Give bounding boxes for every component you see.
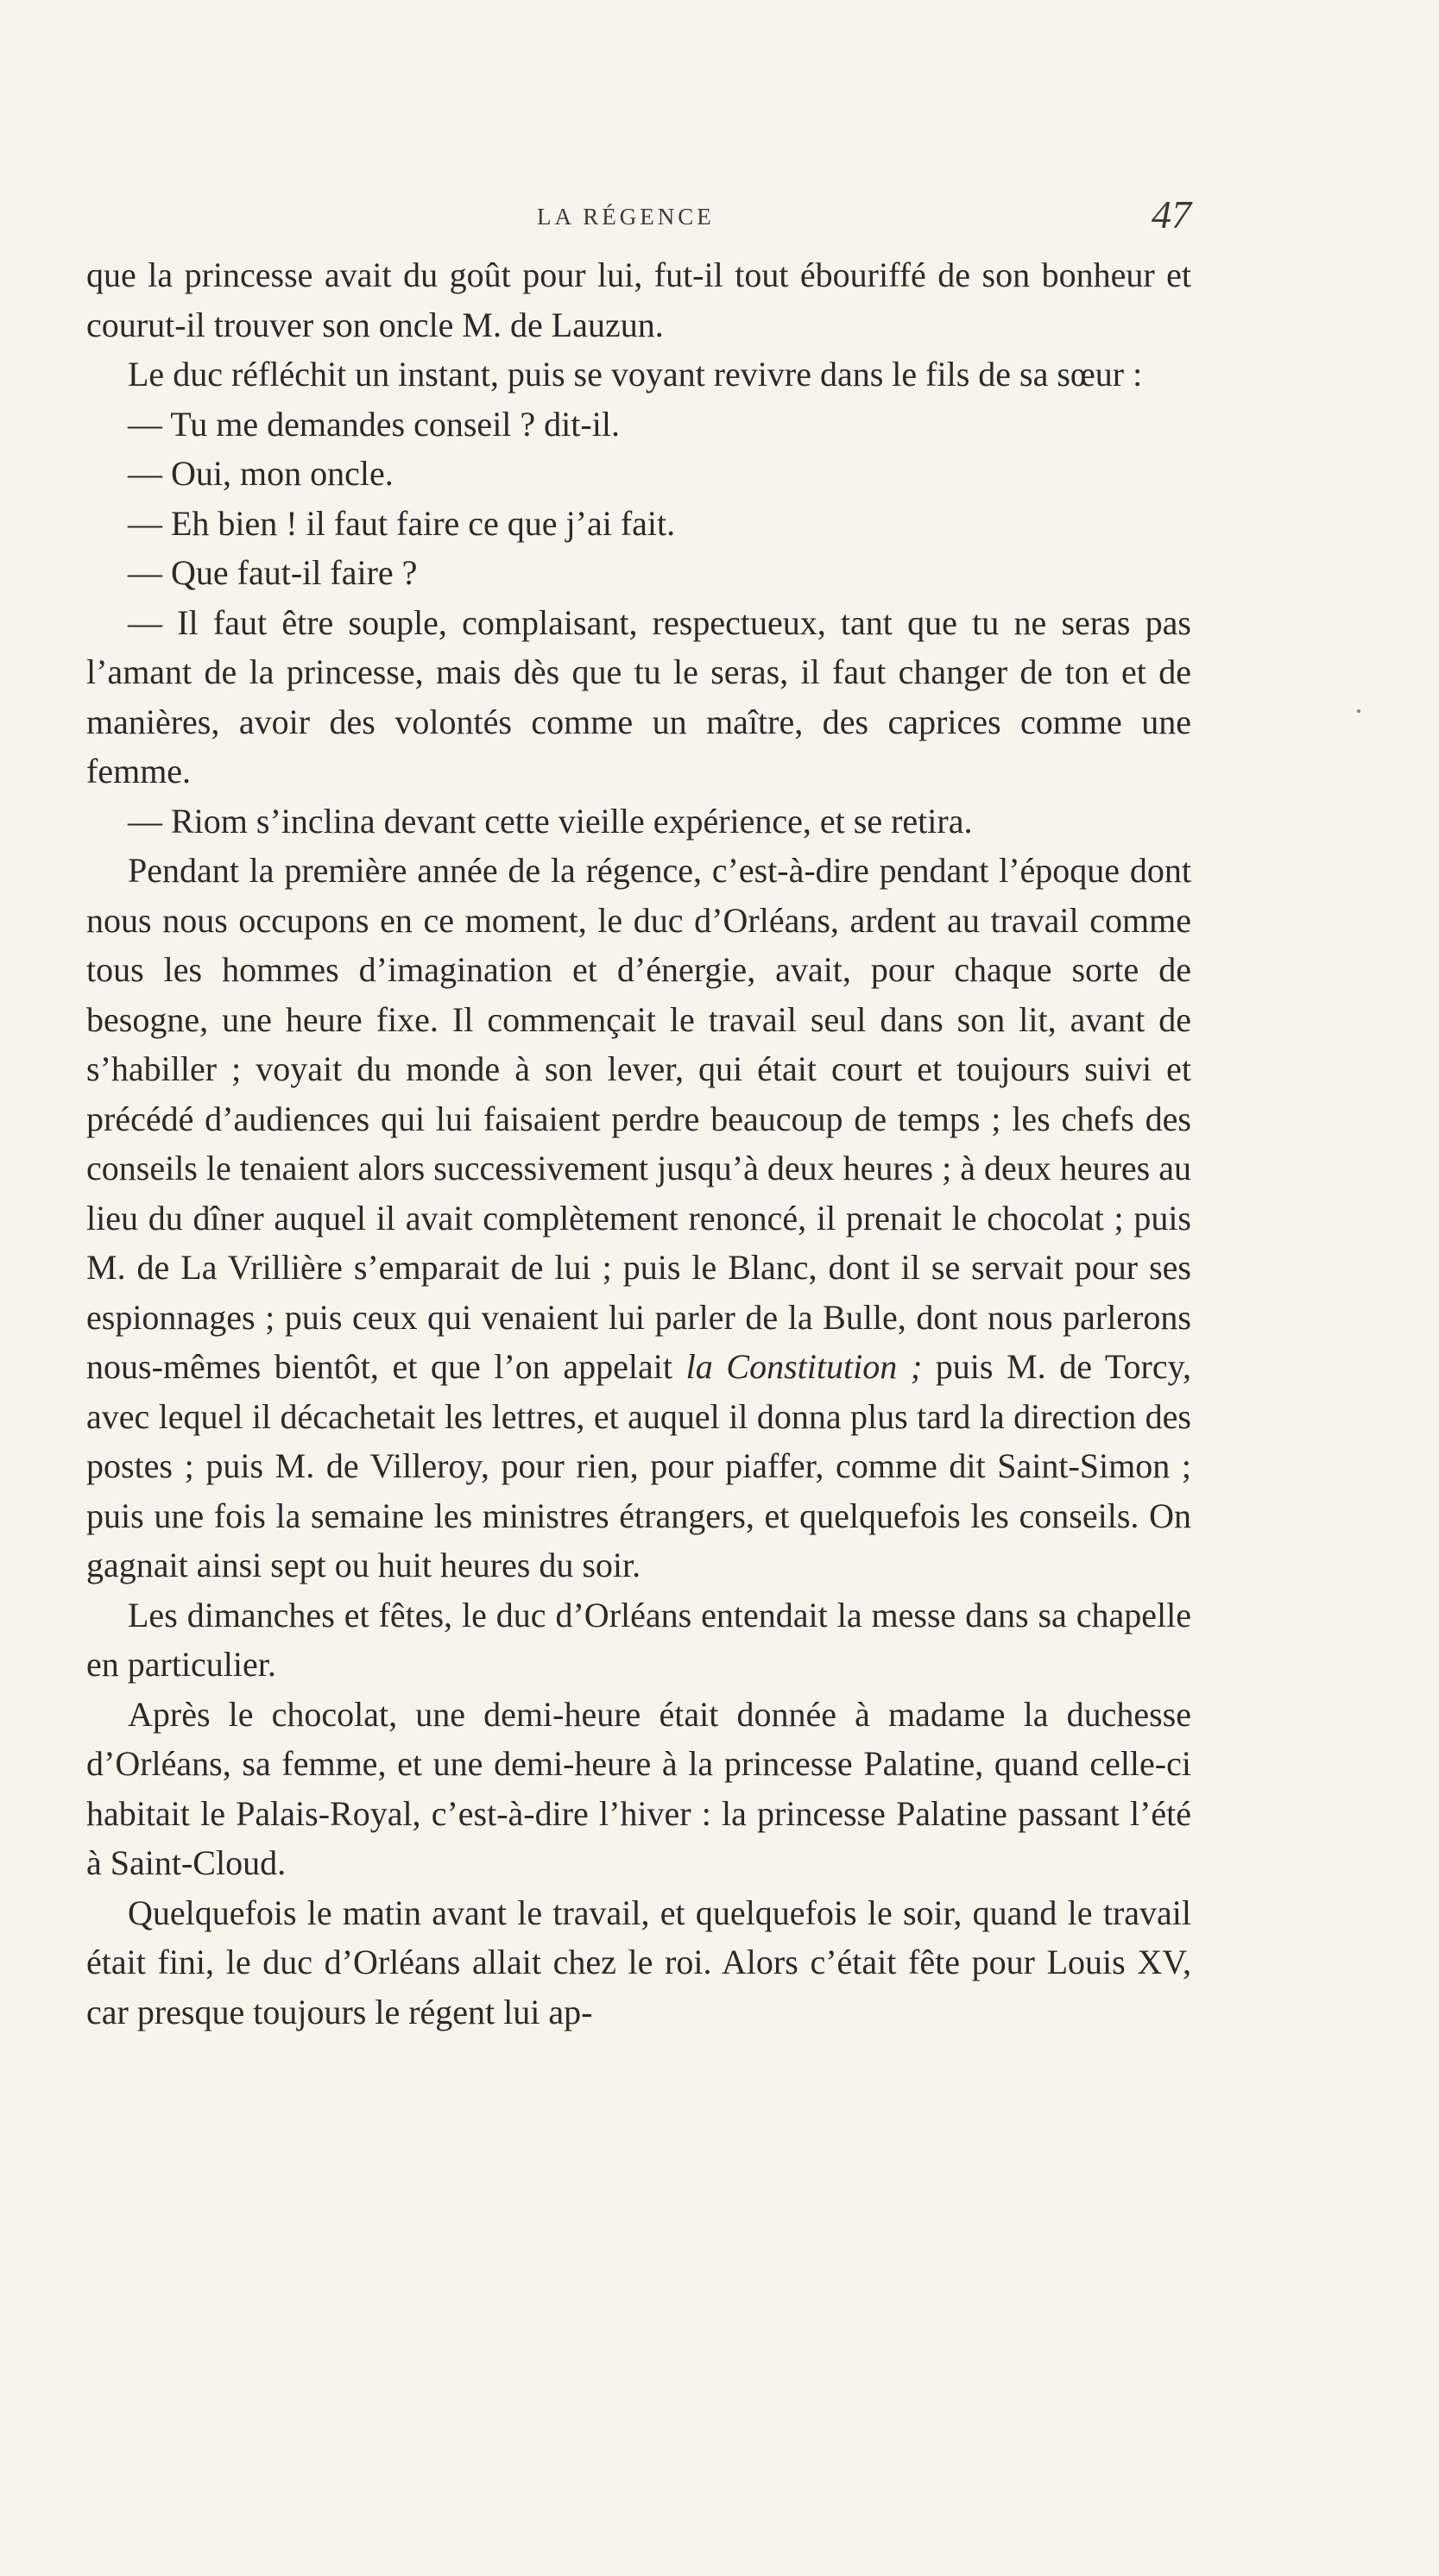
dialogue-line: — Tu me demandes conseil ? dit-il.	[128, 404, 620, 444]
paragraph: Après le chocolat, une demi-heure était donnée à madame la duchesse d’Orléans, sa femme, et une demi-heure à la princesse Palatine, quand celle-ci habitait le Palais-Royal, c’est-à-dire l’hiver : la princesse Palatine passant l’été à Saint-Cloud.	[86, 1694, 1191, 1882]
paragraph: que la princesse avait du goût pour lui, fut-il tout ébouriffé de son bonheur et courut-il trouver son oncle M. de Lauzun.	[86, 255, 1191, 344]
dialogue-line: — Oui, mon oncle.	[128, 454, 394, 493]
dialogue-line: — Que faut-il faire ?	[128, 553, 418, 592]
paragraph	[86, 846, 1191, 1590]
dialogue-line: — Riom s’inclina devant cette vieille expérience, et se retira.	[128, 801, 973, 841]
page-header	[86, 192, 1191, 243]
page-number: 47	[1152, 192, 1191, 236]
dialogue-line: — Eh bien ! il faut faire ce que j’ai fait.	[128, 503, 676, 543]
italic-title: la Constitution ;	[685, 1347, 923, 1386]
body-text	[86, 250, 1191, 2037]
running-title: LA RÉGENCE	[537, 204, 715, 230]
paragraph: Quelquefois le matin avant le travail, et quelquefois le soir, quand le travail était fini, le duc d’Orléans allait chez le roi. Alors c’était fête pour Louis XV, car presque toujours le régent lui ap-	[86, 1893, 1191, 2031]
paragraph-part: Pendant la première année de la régence, c’est-à-dire pendant l’époque dont nous nous occupons en ce moment, le duc d’Orléans, ardent au travail comme tous les hommes d’imagination et d’énergie, avait, pour chaque sorte de besogne, une heure fixe. Il commençait le travail seul dans son lit, avant de s’habiller ; voyait du monde à son lever, qui était court et toujours suivi et précédé d’audiences qui lui faisaient perdre beaucoup de temps ; les chefs des conseils le tenaient alors successivement jusqu’à deux heures ; à deux heures au lieu du dîner auquel il avait complètement renoncé, il prenait le chocolat ; puis M. de La Vrillière s’emparait de lui ; puis le Blanc, dont il se servait pour ses espionnages ; puis ceux qui venaient lui parler de la Bulle, dont nous parlerons nous-mêmes bientôt, et que l’on appelait	[86, 851, 1191, 1386]
paper-speck	[1357, 709, 1360, 713]
paragraph: Les dimanches et fêtes, le duc d’Orléans entendait la messe dans sa chapelle en particulier.	[86, 1595, 1191, 1684]
paragraph: Le duc réfléchit un instant, puis se voyant revivre dans le fils de sa sœur :	[128, 355, 1143, 394]
paragraph-part: puis M. de Torcy, avec lequel il décachetait les lettres, et auquel il donna plus tard la direction des postes ; puis M. de Villeroy, pour rien, pour piaffer, comme dit Saint-Simon ; puis une fois la semaine les ministres étrangers, et quelquefois les conseils. On gagnait ainsi sept ou huit heures du soir.	[86, 1347, 1192, 1584]
dialogue-line: — Il faut être souple, complaisant, respectueux, tant que tu ne seras pas l’amant de la princesse, mais dès que tu le seras, il faut changer de ton et de manières, avoir des volontés comme un maître, des caprices comme une femme.	[86, 602, 1191, 790]
